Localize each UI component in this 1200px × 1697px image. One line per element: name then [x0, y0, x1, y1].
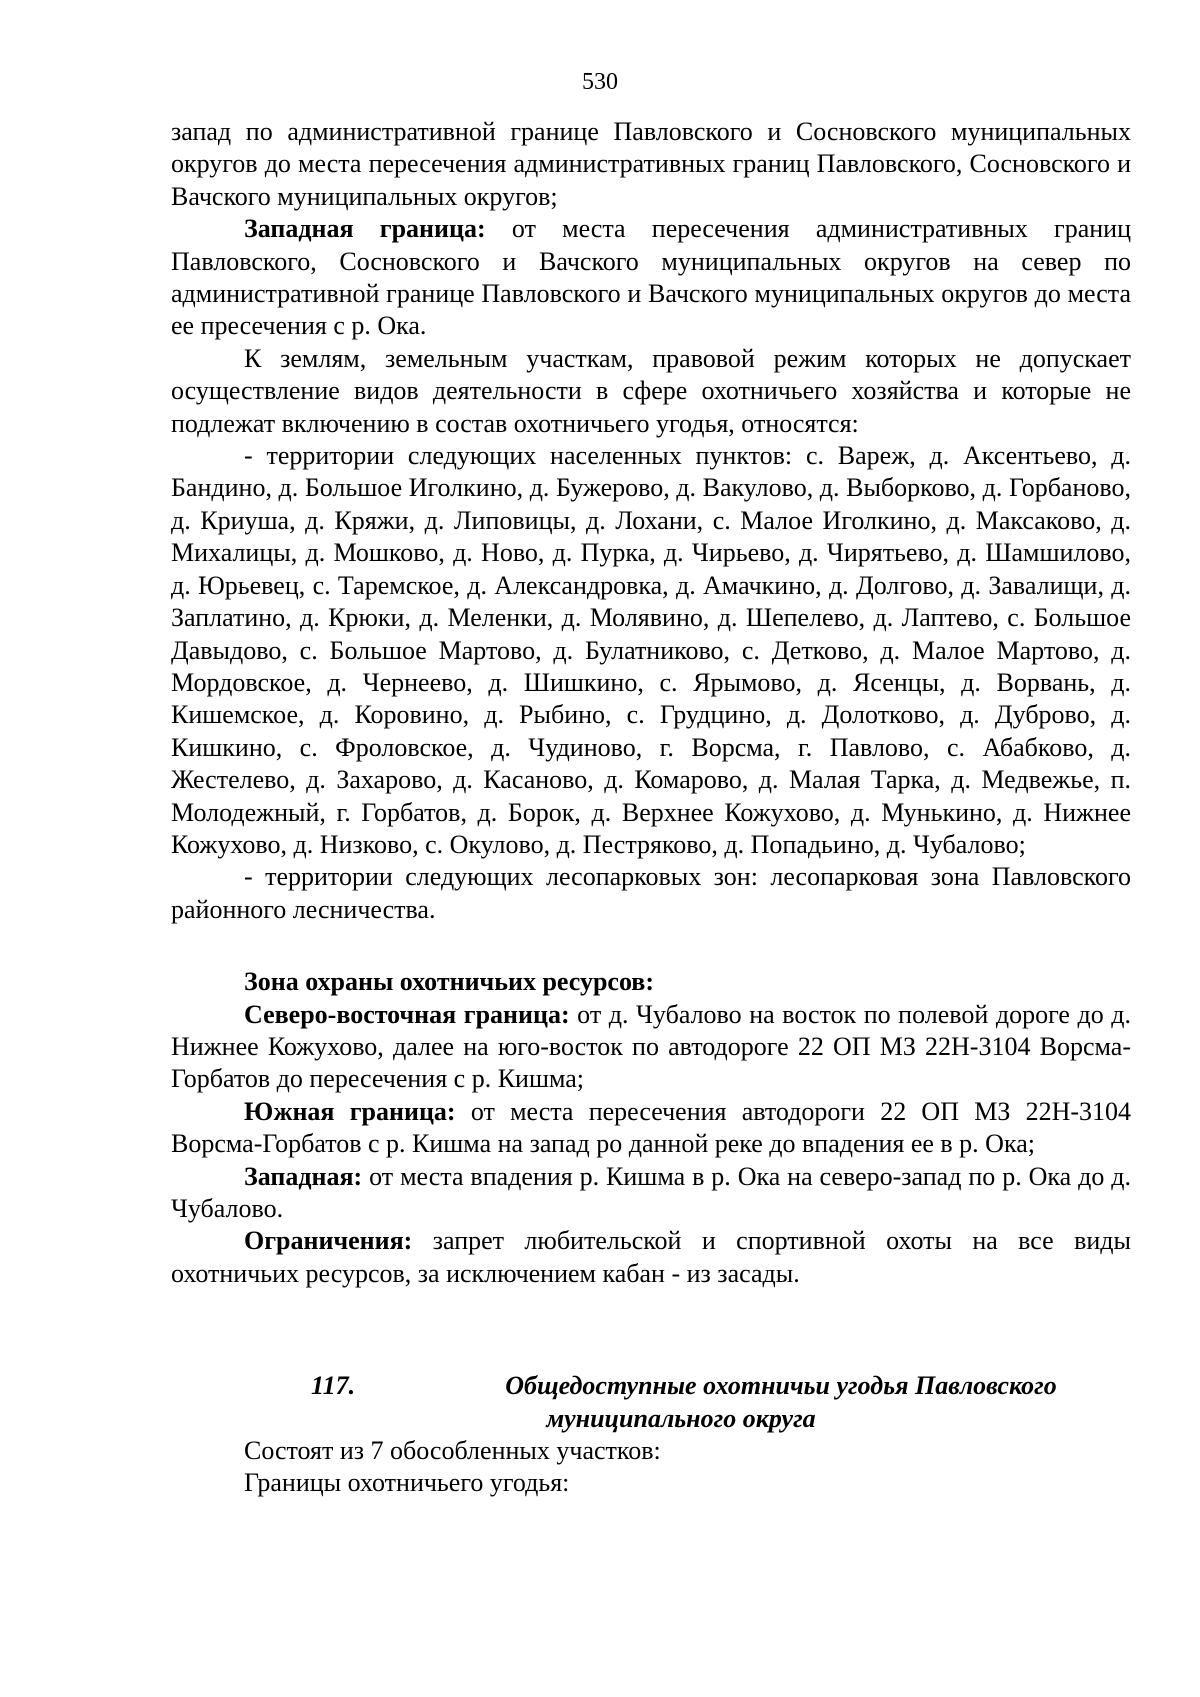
zone-heading-text: Зона охраны охотничьих ресурсов:: [244, 967, 655, 997]
northeast-border-label: Северо-восточная граница:: [244, 999, 570, 1029]
spacer: [171, 1290, 1131, 1368]
west-zone-border-text: от места впадения р. Кишма в р. Ока на северо-запад по р. Ока до д. Чубалово.: [171, 1161, 1131, 1223]
restrictions-label: Ограничения:: [244, 1226, 413, 1256]
west-border-label: Западная граница:: [244, 214, 486, 244]
section-number: 117.: [311, 1371, 356, 1401]
zone-heading: [171, 966, 1131, 998]
south-border-text: от места пересечения автодороги 22 ОП МЗ 22Н-3104 Ворсма-Горбатов с р. Кишма на запад ро данной реке до впадения ее в р. Ока;: [171, 1096, 1132, 1159]
paragraph-settlements: - территории следующих населенных пунктов: с. Вареж, д. Аксентьево, д. Бандино, д. Большое Иголкино, д. Бужерово, д. Вакулово, д. Выборково, д. Горбаново, д. Криуша, д. Кряжи, д. Липовицы, д. Лохани, с. Малое Иголкино, д. Максаково, д. Михалицы, д. Мошково, д. Ново, д. Пурка, д. Чирьево, д. Чирятьево, д. Шамшилово, д. Юрьевец, с. Таремское, д. Александровка, д. Амачкино, д. Долгово, д. Завалищи, д. Заплатино, д. Крюки, д. Меленки, д. Молявино, д. Шепелево, д. Лаптево, с. Большое Давыдово, с. Большое Мартово, д. Булатниково, с. Детково, д. Малое Мартово, д. Мордовское, д. Чернеево, д. Шишкино, с. Ярымово, д. Ясенцы, д. Ворвань, д. Кишемское, д. Коровино, д. Рыбино, с. Грудцино, д. Долотково, д. Дуброво, д. Кишкино, с. Фроловское, д. Чудиново, г. Ворсма, г. Павлово, с. Абабково, д. Жестелево, д. Захарово, д. Касаново, д. Комарово, д. Малая Тарка, д. Медвежье, п. Молодежный, г. Горбатов, д. Борок, д. Верхнее Кожухово, д. Мунькино, д. Нижнее Кожухово, д. Низково, с. Окулово, д. Пестряково, д. Попадьино, д. Чубалово;: [171, 441, 1131, 859]
west-border-text: от места пересечения административных границ Павловского, Сосновского и Вачского муниципальных округов на север по административной границе Павловского и Вачского муниципальных округов до места ее пресечения с р. Ока.: [171, 214, 1131, 341]
paragraph-lands-intro: К землям, земельным участкам, правовой режим которых не допускает осуществление видов деятельности в сфере охотничьего хозяйства и которые не подлежат включению в состав охотничьего угодья, относятся:: [171, 343, 1131, 438]
west-zone-border-label: Западная:: [244, 1161, 363, 1191]
paragraph-west-zone-border: [171, 1161, 1131, 1226]
section-title-line2: муниципального округа: [546, 1403, 816, 1433]
south-border-label: Южная граница:: [244, 1096, 456, 1126]
paragraph-south-border: [171, 1096, 1131, 1161]
paragraph-border-continuation: запад по административной границе Павловского и Сосновского муниципальных округов до места пересечения административных границ Павловского, Сосновского и Вачского муниципальных округов;: [171, 117, 1131, 211]
paragraph-west-border: [171, 213, 1131, 343]
paragraph-consists: Состоят из 7 обособленных участков:: [244, 1436, 661, 1466]
paragraph-northeast-border: [171, 999, 1131, 1096]
paragraph-forest-zones: - территории следующих лесопарковых зон: лесопарковая зона Павловского районного лесничества.: [171, 862, 1131, 924]
section-title-line1: Общедоступные охотничьи угодья Павловского: [505, 1371, 1057, 1401]
spacer: [171, 926, 1131, 966]
page-content: [171, 116, 1131, 1500]
page-number: 530: [582, 69, 618, 95]
section-heading: [171, 1370, 1131, 1435]
paragraph-restrictions: [171, 1225, 1131, 1290]
northeast-border-text: от д. Чубалово на восток по полевой дороге до д. Нижнее Кожухово, далее на юго-восток по автодороге 22 ОП МЗ 22Н-3104 Ворсма-Горбатов до пересечения с р. Кишма;: [171, 999, 1131, 1094]
paragraph-borders-intro: Границы охотничьего угодья:: [244, 1468, 570, 1498]
restrictions-text: запрет любительской и спортивной охоты на все виды охотничьих ресурсов, за исключением кабан - из засады.: [171, 1226, 1131, 1288]
